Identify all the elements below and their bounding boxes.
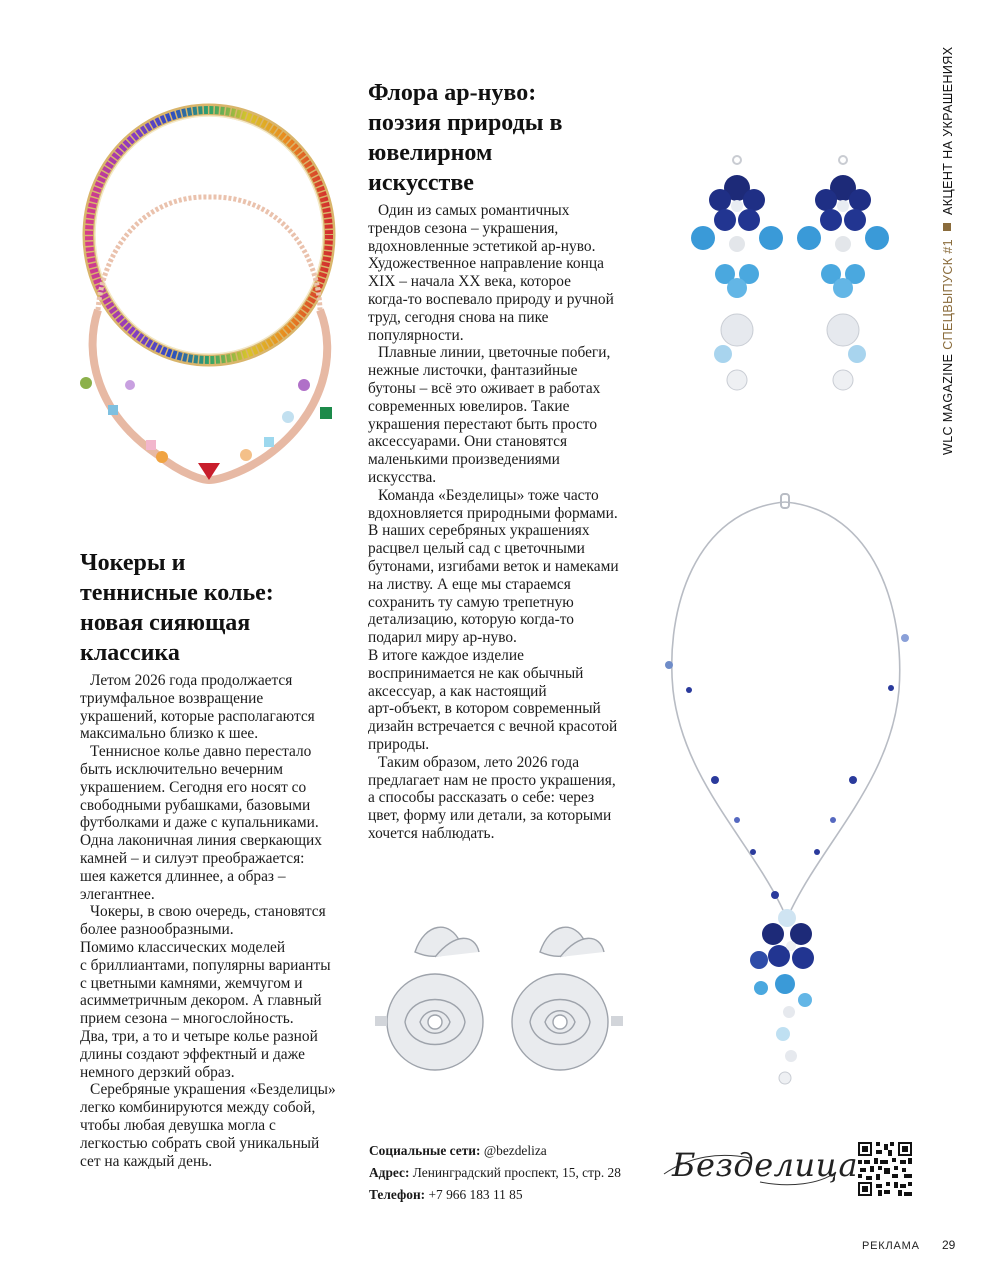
chokers-paragraph-1: Летом 2026 года продолжается триумфальное возвращение украшений, которые располагаются максимально близко к шее. <box>80 672 315 743</box>
flora-title: Флора ар-нуво: поэзия природы в ювелирном искусстве <box>368 80 563 196</box>
social-line: Социальные сети: @bezdeliza <box>369 1143 547 1158</box>
phone-line: Телефон: +7 966 183 11 85 <box>369 1187 523 1202</box>
blue-pendant-necklace-photo <box>655 490 925 1100</box>
address-line: Адрес: Ленинградский проспект, 15, стр. 28 <box>369 1165 621 1180</box>
section-label: АКЦЕНТ НА УКРАШЕНИЯХ <box>941 46 955 215</box>
magazine-side-header <box>940 47 956 455</box>
flora-paragraph-3: Команда «Безделицы» тоже часто вдохновляется природными формами. В наших серебряных украшениях расцвел целый сад с цветочными бутонами, изгибами веток и намеками на листву. А еще мы стараемся сохранить ту самую трепетную детализацию, которую когда-то подарил миру ар-нуво. <box>368 486 619 647</box>
chokers-body <box>80 672 350 1170</box>
flora-paragraph-5: Таким образом, лето 2026 года предлагает нам не просто украшения, а способы рассказать о себе: через цвет, форму или детали, за которыми хочется наблюдать. <box>368 753 616 842</box>
page-number: 29 <box>942 1238 956 1252</box>
flora-body <box>368 202 630 843</box>
flora-paragraph-1: Один из самых романтичных трендов сезона – украшения, вдохновленные эстетикой ар-нуво. Художественное направление конца XIX – начала XX века, которое когда-то воспевало природу и ручной труд, сегодня снова на пике популярности. <box>368 202 614 344</box>
necklaces-photo <box>68 95 350 515</box>
divider-square-icon <box>943 223 951 231</box>
qr-code-icon[interactable] <box>858 1142 912 1196</box>
contacts-block <box>369 1140 659 1206</box>
rose-stud-earrings-photo <box>375 912 625 1092</box>
brand-logo <box>660 1138 859 1194</box>
flora-paragraph-4: В итоге каждое изделие воспринимается не как обычный аксессуар, а как настоящий арт-объект, в котором современный дизайн встречается с вечной красотой природы. <box>368 646 618 753</box>
chokers-paragraph-2: Теннисное колье давно перестало быть исключительно вечерним украшением. Сегодня его носят со свободными рубашками, базовыми футболками и даже с купальниками. Одна лаконичная линия сверкающих камней – и силуэт преображается: шея кажется длиннее, а образ – элегантнее. <box>80 743 322 903</box>
advertisement-label: РЕКЛАМА <box>862 1240 920 1252</box>
chokers-paragraph-3: Чокеры, в свою очередь, становятся более разнообразными. <box>80 903 326 939</box>
chokers-paragraph-5: Серебряные украшения «Безделицы» легко комбинируются между собой, чтобы любая девушка могла с легкостью собрать свой уникальный сет на каждый день. <box>80 1081 336 1170</box>
social-handle[interactable]: @bezdeliza <box>483 1143 547 1158</box>
blue-flower-earrings-photo <box>675 148 905 410</box>
flora-paragraph-2: Плавные линии, цветочные побеги, нежные листочки, фантазийные бутоны – всё это оживает в работах современных ювелиров. Такие украшения перестают быть просто аксессуарами. Они становятся маленькими произведениями искусства. <box>368 344 611 486</box>
phone-value[interactable]: +7 966 183 11 85 <box>428 1187 523 1202</box>
logo-text: Безделица <box>672 1146 859 1184</box>
flora-section <box>368 78 628 198</box>
address-value: Ленинградский проспект, 15, стр. 28 <box>412 1165 621 1180</box>
chokers-title: Чокеры и теннисные колье: новая сияющая классика <box>80 550 274 666</box>
chokers-section <box>80 548 350 668</box>
issue-label: СПЕЦВЫПУСК #1 <box>941 238 955 350</box>
chokers-paragraph-4: Помимо классических моделей с бриллиантами, популярны варианты с цветными камнями, жемчугом и асимметричным декором. А главный прием сезона – многослойность. Два, три, а то и четыре колье разной длины создают эффектный и даже немного дерзкий образ. <box>80 938 331 1081</box>
magazine-name: WLC MAGAZINE <box>941 353 955 455</box>
